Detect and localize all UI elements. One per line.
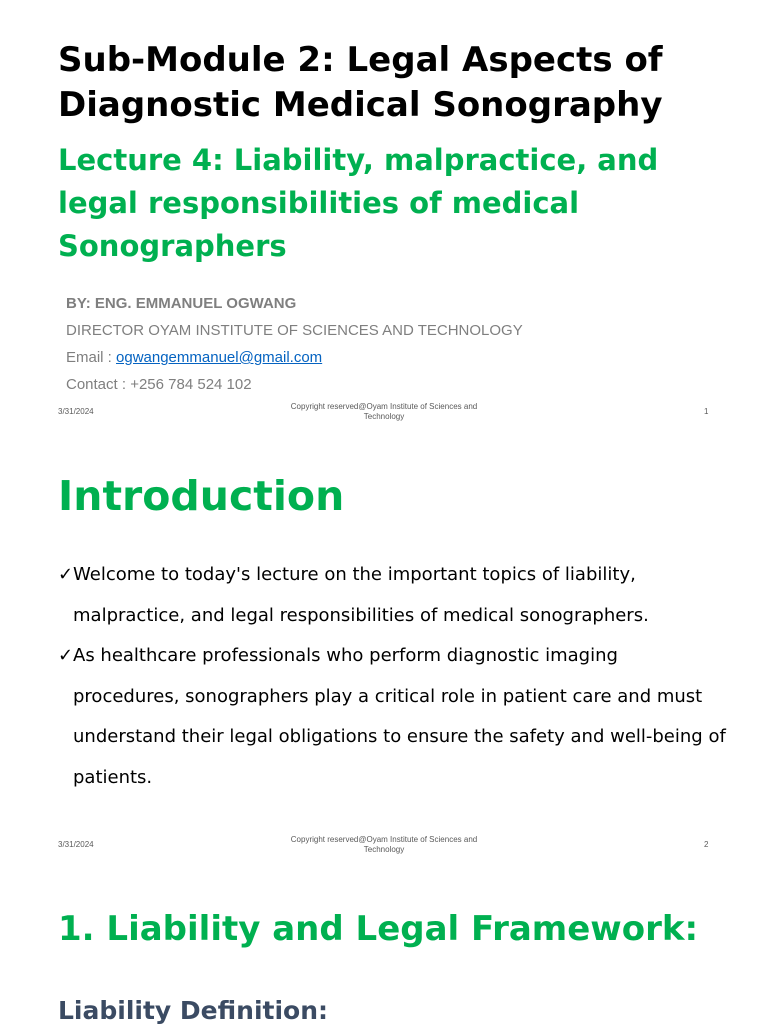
email-link[interactable]: ogwangemmanuel@gmail.com: [116, 349, 323, 366]
list-item: [58, 555, 728, 636]
checkmark-icon: ✓: [58, 564, 74, 585]
intro-bullet-list: [58, 555, 728, 798]
introduction-heading: Introduction: [58, 472, 345, 520]
footer-copyright-line1: Copyright reserved@Oyam Institute of Sciences and: [290, 402, 478, 411]
footer-copyright-line1: Copyright reserved@Oyam Institute of Sciences and: [290, 835, 478, 844]
lecture-title: Lecture 4: Liability, malpractice, and legal responsibilities of medical Sonographers: [58, 143, 659, 263]
footer-date: 3/31/2024: [58, 840, 94, 849]
author-contact: Contact : +256 784 524 102: [66, 376, 252, 393]
checkmark-icon: ✓: [58, 645, 74, 666]
section-heading: 1. Liability and Legal Framework:: [58, 909, 699, 949]
footer-copyright: [264, 402, 504, 422]
list-item: [58, 636, 728, 798]
author-block: [66, 290, 523, 398]
email-label: Email :: [66, 349, 117, 366]
author-name: BY: ENG. EMMANUEL OGWANG: [66, 295, 297, 312]
footer-copyright-line2: Technology: [363, 845, 405, 854]
footer-copyright: [264, 835, 504, 855]
sub-heading: Liability Definition:: [58, 996, 329, 1025]
module-title: Sub-Module 2: Legal Aspects of Diagnostic Medical Sonography: [58, 40, 663, 125]
bullet-text: As healthcare professionals who perform diagnostic imaging procedures, sonographers play a critical role in patient care and must understand their legal obligations to ensure the safety and well-being of patients.: [73, 645, 726, 788]
footer-copyright-line2: Technology: [363, 412, 405, 421]
footer-page-number: 1: [704, 407, 709, 416]
footer-date: 3/31/2024: [58, 407, 94, 416]
author-position: DIRECTOR OYAM INSTITUTE OF SCIENCES AND TECHNOLOGY: [66, 322, 523, 339]
footer-page-number: 2: [704, 840, 709, 849]
bullet-text: Welcome to today's lecture on the important topics of liability, malpractice, and legal responsibilities of medical sonographers.: [73, 564, 649, 626]
author-email-line: [66, 344, 523, 371]
